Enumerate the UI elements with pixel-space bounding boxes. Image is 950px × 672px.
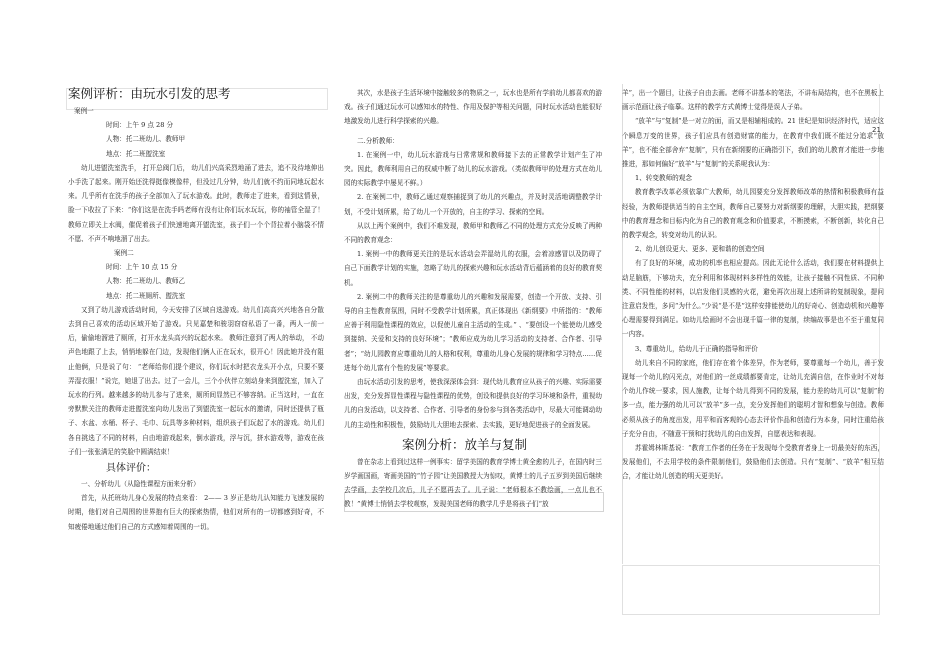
- case-two-time: 时间：上午 10 点 15 分: [106, 263, 178, 272]
- point-2-text: 有了良好的环境，成功的机率也相应提高。因此无论什么活动，我们要在材料提供上动足脑筋，下够功夫，充分利用和体现材料多样性的效能，让孩子接触不同性质、不同种类、不同性能的材料，以启发他们灵感的火花，避免再次出现上述所讲的复制现象，提问注意启发性，多问“为什么。”少说“是不是”这样安排能使幼儿的好奇心、创造动机和兴趣等心理需要得到满足。如幼儿绘画时不会出现千篇一律的复制，续编故事是也不至于重复同一内容。: [622, 259, 884, 339]
- page-number: 21: [872, 126, 881, 134]
- analysis-teacher-heading: 二.分析教师：: [357, 136, 399, 145]
- analysis-children-heading: 一、分析幼儿（从隐性课程方面来分析）: [81, 480, 200, 489]
- case-two-label: 案例二: [114, 249, 134, 258]
- analysis-children-text: 首先，从托班幼儿身心发展的特点来看： 2—— 3 岁正是幼儿认知能力飞速发展的时期，他们对自己周围的世界抱有巨大的探索热情，他们对所有的一切都感到好奇，不知疲倦地通过他们自己的方式感知着周围的一切。: [68, 494, 324, 531]
- col2-para-4: 2. 在案例二中，教师乙通过观察捕捉到了幼儿的兴趣点，并及时灵活地调整教学计划，不受计划所累，给了幼儿一个开放的，自主的学习、探索的空间。: [344, 193, 602, 216]
- case-two-people: 人物：托二班幼儿、教师乙: [106, 277, 186, 286]
- specific-evaluation-heading: 具体评价：: [106, 463, 156, 475]
- column-1: [68, 86, 324, 534]
- col3-bottom-box: [622, 565, 880, 615]
- point-3-text: 幼儿来自不同的家庭，他们存在着个体差异，作为老师，要尊重每一个幼儿，善于发现每一个幼儿的闪光点，对他们的一丝成绩都要肯定，让幼儿充满自信，在作业时不对每个幼儿作统一要求，因人施教，让每个幼儿得到不同的发展，能力差的幼儿可以“复制”的多一点，能力强的幼儿可以“放羊”多一点，充分发挥他们的聪明才智和想象与创造。教师必须从孩子的角度出发，用平和而客观的心态去评价作品和创造行为本身，同时注重给孩子充分自由，不随意干预和打扰幼儿的自由发挥，自愿表达和表现。: [622, 358, 884, 438]
- case-review-title: 案例评析：由玩水引发的思考: [68, 86, 231, 101]
- column-2: [344, 86, 602, 512]
- point-1-text: 教育教学改革必须依靠广大教师，幼儿园要充分发挥教师改革的热情和积极教师有益经验，为教师提供适当的自主空间，教师自己要努力对新纲要的理解，大胆实践，把纲要中的教育理念和目标内化为自己的教育观念和价值要求，不断摸索，不断创新，转化自己的教学观念，转变对幼儿的认识。: [622, 188, 884, 240]
- case-one-text: 幼儿进盥洗室洗手， 打开总阀门后， 幼儿们兴高采烈地涌了进去，追不及待地伸出小手洗了起来。刚开始还洗得挺像模像样，但没过几分钟，幼儿们就不约而同地玩起水来。几乎所有在洗手的孩子全部加入了玩水游戏。此时，教师走了进来，看到这情景，脸一下收拉了下来：“你们这是在洗手吗老师有没有让你们玩水玩玩，你的袖管全湿了！教师立即关上水阀，催促着孩子们快速地离开盥洗室，孩子们一个个背拉着小脑袋不情不愿、不声不响地溜了出去。: [68, 163, 324, 243]
- point-3-heading: 3、尊重幼儿，给幼儿于正确的指导和评价: [635, 344, 758, 353]
- col3-para-1: 羊”，出一个题目，让孩子自由去画。老师不讲基本的笔法，不讲布局结构，也不在黑板上画示范画让孩子临摹。这样的教学方式黄博士觉得是误人子弟。: [622, 89, 884, 112]
- column-3: [622, 86, 884, 484]
- col2-para-6: 1. 案例一中的教师更关注的是玩水活动会弄湿幼儿的衣服，会着凉感冒以及防碍了自己下面教学计划的实施，忽略了幼儿的探索兴趣和玩水活动背后蕴涵着的良好的教育契机。: [344, 250, 602, 287]
- col3-para-2: “放羊”与“复制”是一对立的面，而又是相辅相成的。21 世纪是知识经济时代，适应这个瞬息万变的世界，孩子们应具有创造财富的能力，在教育中我们既不能过分追求“放羊”，也不能全部舍弃“复制”，只有在新纲要的正确指引下，我们的幼儿教育才能进一步地推进，那如何偏好“放羊”与“复制”的关系呢我认为：: [622, 117, 884, 169]
- case-one-place: 地点：托二班盥洗室: [106, 149, 166, 158]
- col2-para-7: 2. 案例二中的教师关注的是尊重幼儿的兴趣和发展需要，创造一个开放、支持、引导的自主性教育氛围，同时不受教学计划所累，真正体现出《新纲要》中所指的：“教师应善于利用隐性课程的效应，以促使儿童自主活动的生成。” 、“要创设一个能使幼儿感受到接纳、关爱和支持的良好环境”；“教师应成为幼儿学习活动的支持者、合作者、引导者”；“幼儿园教育应尊重幼儿的人格和权利，尊重幼儿身心发展的规律和学习特点……促进每个幼儿富有个性的发展”等要求。: [344, 292, 602, 372]
- col2-para-8: 由玩水活动引发的思考，使我深深体会到：现代幼儿教育应从孩子的兴趣、实际需要出发，充分发挥显性课程与隐性课程的优势，创设和提供良好的学习环境和条件，重视幼儿的自发活动，以支持者、合作者、引导者的身份参与到各类活动中，尽最大可能调动幼儿的主动性和积极性，鼓励幼儿大胆地去探索、去实践，更好地促进孩子的全面发展。: [344, 378, 602, 429]
- case-one-time: 时间：上午 9 点 28 分: [106, 121, 174, 130]
- col2-para-1: 其次，水是孩子生活环境中接触较多的物质之一，玩水也是所有学前幼儿都喜欢的游戏。孩子们通过玩水可以感知水的特性、作用及保护等相关问题，同时玩水活动也能很好地激发幼儿进行科学探索的兴趣。: [344, 89, 602, 126]
- case-one-people: 人物：托二班幼儿、教师甲: [106, 135, 186, 144]
- col2-tail-para: 曾在杂志上看到过这样一例事实：留学美国的教育学博士黄全愈的儿子，在国内时三岁学画国画，寄画美国的“竹子园”让美国教授大为惊叹，黄博士的儿子五岁到美国后继续去学画，去学校几次后，儿子不愿再去了。儿子说：“老师根本不教绘画，一点儿也不教！”黄博士悄悄去学校观察，发现美国老师的教学几乎是将孩子们“放: [344, 457, 602, 509]
- case-two-place: 地点：托二班厕所、盥洗室: [106, 291, 186, 300]
- col2-para-5: 从以上两个案例中，我们不难发现，教师甲和教师乙不同的处理方式充分反映了两种不同的教育观念：: [344, 221, 602, 245]
- case-one-label: 案例一: [74, 107, 94, 115]
- case-analysis-title: 案例分析：放羊与复制: [402, 436, 528, 452]
- closing-quote: 苏霍姆林斯基说：“教育工作者的任务在于发现每个受教育者身上一切最美好的东西，发展他们，不去用学校的条件限制他们，鼓励他们去创造。只有“复制”、“放羊”相互结合，才能让幼儿创造的明天更美好。: [622, 444, 884, 481]
- case-two-text: 又到了幼儿游戏活动时间，今天安排了区域自选游戏。幼儿们高高兴兴地各自分散去到自己喜欢的活动区域开始了游戏。只见嘉楚和骏羽窃窃私语了一番，两人一前一后，偷偷地溜进了厕所，打开水龙头高兴的玩起水来。 教师注意到了两人的举动， 不动声色地跟了上去，悄悄地躲在门边，发现他们俩人正在玩水，很开心！因此她并没有阻止他俩，只是说了句： “老师给你们提个建议，你们玩水时把衣龙头开小点，只要不要弄湿衣服！”说完，她退了出去。过了一会儿，三个小伙伴立刻动身来到盥洗室，加入了玩水的行列。越来越多的幼儿参与了进来，厕所间显然已不够容纳。正当这时，一直在旁默默关注的教师走进盥洗室向幼儿发出了到盥洗室一起玩水的邀请，同时还提供了瓶子、水盆、水桶、杯子、毛巾、玩具等多种材料，组织孩子们玩起了水的游戏。幼儿们各自挑选了不同的材料，自由地游戏起来，倒水游戏，浮与沉，挤水游戏等，游戏在孩子们一张张满足的笑脸中圆满结束！: [68, 305, 324, 456]
- col2-para-3: 1. 在案例一中，幼儿玩水游戏与日常常规和教师接下去的正常教学计划产生了冲突。因此，教师利用自己的权威中断了幼儿的玩水游戏。（类似教师甲的处理方式在幼儿园的实际教学中屡见不鲜。）: [344, 150, 602, 188]
- point-1-heading: 1、转变教师的观念: [635, 174, 692, 183]
- point-2-heading: 2、幼儿创设更大、更多、更和谐的创造空间: [635, 245, 765, 254]
